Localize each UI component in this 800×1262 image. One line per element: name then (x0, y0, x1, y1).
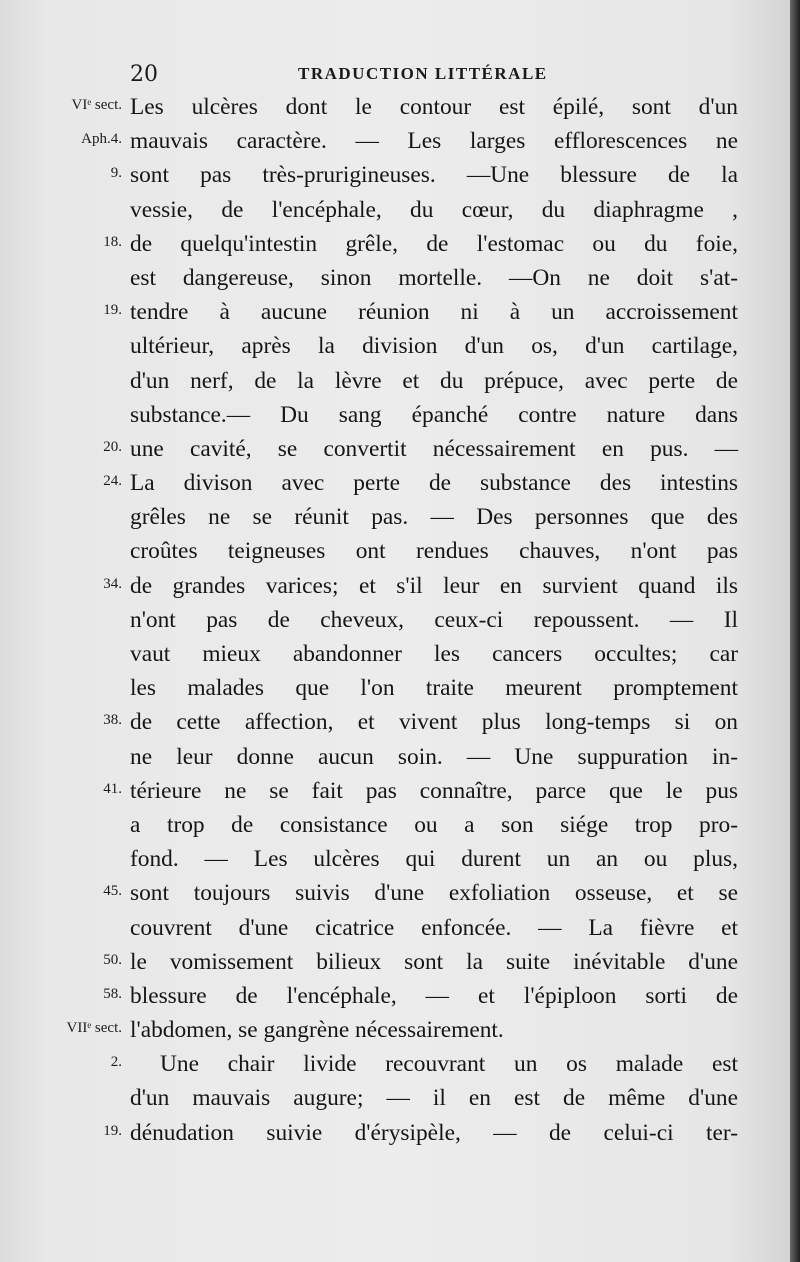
text-line (0, 808, 790, 842)
line-text: d'un nerf, de la lèvre et du prépuce, avec perte de (130, 367, 738, 394)
line-text: tendre à aucune réunion ni à un accroissement (130, 299, 738, 326)
text-line (0, 979, 790, 1013)
margin-reference: 20. (103, 438, 122, 455)
line-text: l'abdomen, se gangrène nécessairement. (130, 1017, 504, 1044)
text-line (0, 158, 790, 192)
text-line (0, 637, 790, 671)
text-line (0, 193, 790, 227)
line-text: de cette affection, et vivent plus long-temps si on (130, 709, 738, 736)
running-title: TRADUCTION LITTÉRALE (298, 64, 548, 83)
line-text: La divison avec perte de substance des intestins (130, 470, 738, 497)
margin-reference: 18. (103, 233, 122, 250)
line-text: substance.— Du sang épanché contre nature dans (130, 401, 738, 428)
text-line (0, 876, 790, 910)
line-text: couvrent d'une cicatrice enfoncée. — La fièvre et (130, 914, 738, 941)
text-line (0, 945, 790, 979)
line-text: Les ulcères dont le contour est épilé, sont d'un (130, 94, 738, 120)
margin-reference: 34. (103, 575, 122, 592)
text-line (0, 364, 790, 398)
margin-reference: VIᵉ sect. (71, 97, 122, 113)
text-line (0, 261, 790, 295)
line-text: est dangereuse, sinon mortelle. —On ne doit s'at- (130, 264, 738, 291)
line-text: croûtes teigneuses ont rendues chauves, n'ont pas (130, 538, 738, 565)
text-line (0, 1116, 790, 1150)
margin-reference: 38. (103, 712, 122, 729)
text-line (0, 774, 790, 808)
text-line (0, 671, 790, 705)
line-text: ne leur donne aucun soin. — Une suppuration in- (130, 743, 738, 770)
text-line (0, 227, 790, 261)
line-text: n'ont pas de cheveux, ceux-ci repoussent. — Il (130, 606, 738, 633)
line-text: de grandes varices; et s'il leur en survient quand ils (130, 572, 738, 599)
page-edge-shadow (790, 0, 800, 1262)
line-text: Une chair livide recouvrant un os malade est (160, 1051, 738, 1078)
text-line (0, 705, 790, 739)
margin-reference: 2. (110, 1054, 122, 1071)
text-line (0, 1081, 790, 1115)
margin-reference: 9. (110, 165, 122, 182)
text-line (0, 534, 790, 568)
text-line (0, 432, 790, 466)
text-line (0, 124, 790, 158)
text-line (0, 398, 790, 432)
text-line (0, 1047, 790, 1081)
line-text: vaut mieux abandonner les cancers occultes; car (130, 641, 738, 667)
text-line (0, 466, 790, 500)
text-line (0, 842, 790, 876)
text-line (0, 603, 790, 637)
line-text: blessure de l'encéphale, — et l'épiploon sorti de (130, 982, 738, 1009)
line-text: dénudation suivie d'érysipèle, — de celui-ci ter- (130, 1119, 738, 1146)
margin-reference: 45. (103, 883, 122, 900)
text-line (0, 90, 790, 124)
text-line (0, 1013, 790, 1047)
line-text: le vomissement bilieux sont la suite inévitable d'une (130, 948, 738, 975)
line-text: une cavité, se convertit nécessairement en pus. — (130, 435, 738, 462)
margin-reference: 41. (103, 780, 122, 797)
text-line (0, 911, 790, 945)
line-text: de quelqu'intestin grêle, de l'estomac ou du foie, (130, 230, 738, 257)
text-line (0, 500, 790, 534)
page-number: 20 (130, 62, 158, 87)
margin-reference: 50. (103, 951, 122, 968)
margin-reference: 19. (103, 1122, 122, 1139)
line-text: térieure ne se fait pas connaître, parce que le pus (130, 777, 738, 804)
text-line (0, 329, 790, 363)
margin-reference: 24. (103, 473, 122, 490)
margin-reference: 58. (103, 985, 122, 1002)
line-text: sont toujours suivis d'une exfoliation osseuse, et se (130, 880, 738, 907)
body-text (0, 90, 790, 1150)
line-text: vessie, de l'encéphale, du cœur, du diaphragme , (130, 196, 738, 223)
margin-reference: Aph.4. (81, 131, 122, 148)
line-text: ultérieur, après la division d'un os, d'un cartilage, (130, 333, 738, 360)
line-text: d'un mauvais augure; — il en est de même d'une (130, 1085, 738, 1112)
line-text: mauvais caractère. — Les larges efflorescences ne (130, 128, 738, 155)
margin-reference: 19. (103, 302, 122, 319)
line-text: a trop de consistance ou a son siége trop pro- (130, 811, 738, 838)
line-text: fond. — Les ulcères qui durent un an ou plus, (130, 846, 738, 873)
margin-reference: VIIᵉ sect. (66, 1020, 122, 1037)
text-line (0, 740, 790, 774)
text-line (0, 295, 790, 329)
text-line (0, 569, 790, 603)
line-text: les malades que l'on traite meurent promptement (130, 675, 738, 702)
line-text: grêles ne se réunit pas. — Des personnes que des (130, 504, 738, 531)
page-header (0, 62, 790, 92)
line-text: sont pas très-prurigineuses. —Une blessure de la (130, 162, 738, 189)
